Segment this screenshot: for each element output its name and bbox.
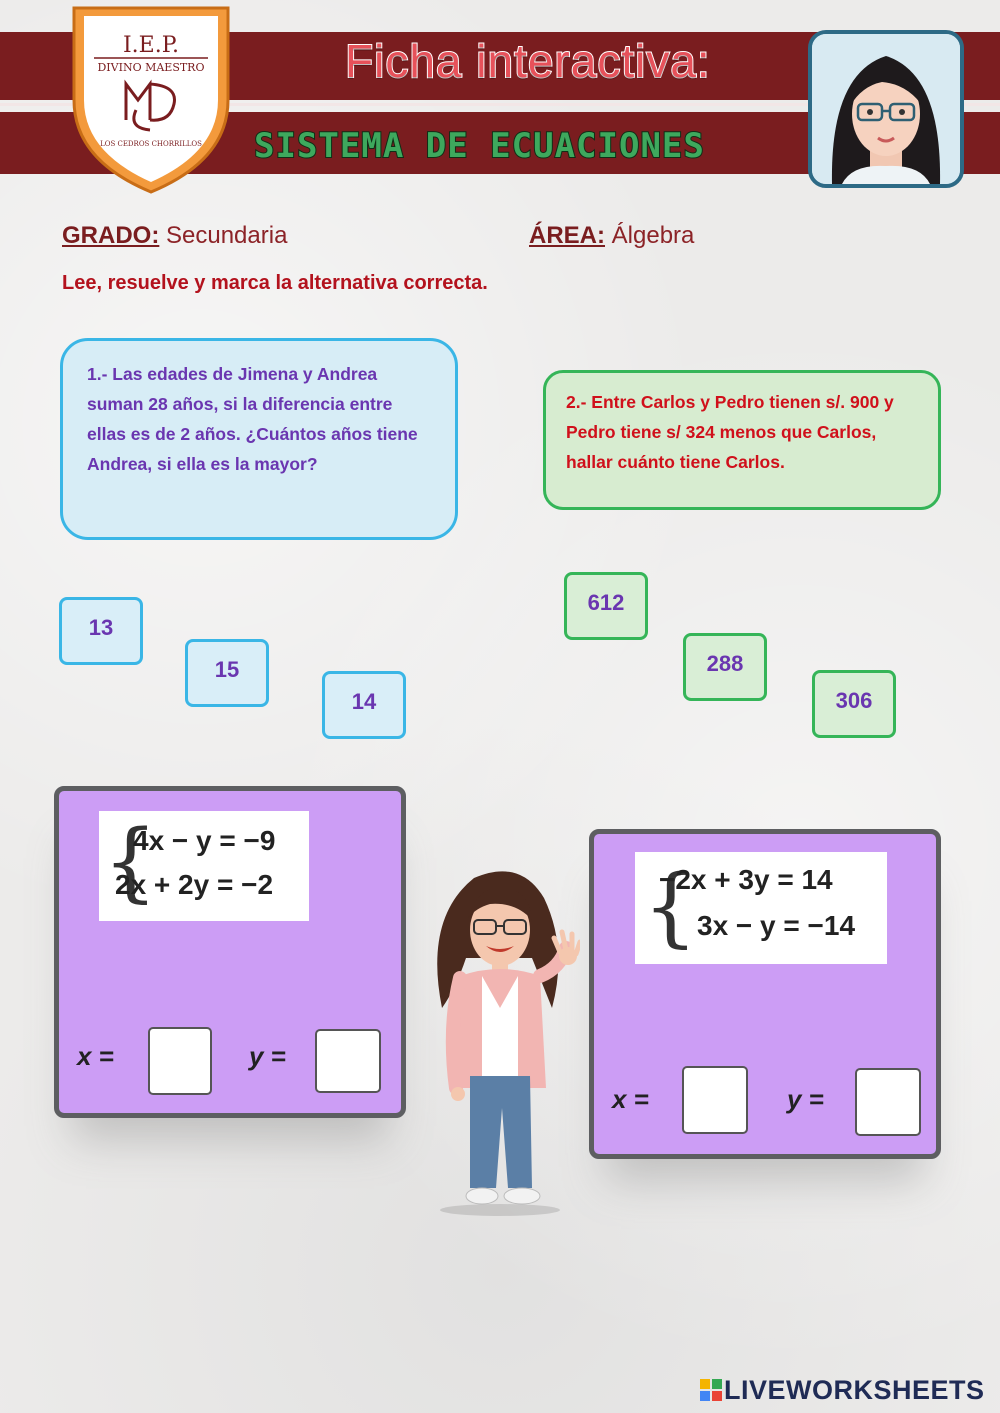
- problem-1-option-13[interactable]: 13: [59, 597, 143, 665]
- area-value: Álgebra: [611, 222, 695, 249]
- grade-row: [62, 222, 287, 250]
- area-label: ÁREA:: [529, 222, 605, 249]
- instruction-text: Lee, resuelve y marca la alternativa correcta.: [62, 272, 488, 294]
- system-1-x-input[interactable]: [148, 1027, 212, 1095]
- system-2-equations: [635, 852, 887, 964]
- page-title: Ficha interactiva:: [345, 35, 711, 87]
- teacher-avatar-portrait: [808, 30, 964, 188]
- problem-2-text: 2.- Entre Carlos y Pedro tienen s/. 900 y Pedro tiene s/ 324 menos que Carlos, hallar cuánto tiene Carlos.: [566, 392, 894, 472]
- system-2-eq-1: −2x + 3y = 14: [659, 864, 833, 895]
- system-1-y-label: y =: [249, 1041, 286, 1071]
- crest-name: DIVINO MAESTRO: [97, 61, 205, 74]
- grade-label: GRADO:: [62, 222, 160, 249]
- system-1-y-input[interactable]: [315, 1029, 381, 1093]
- problem-1-box: [60, 338, 458, 540]
- liveworksheets-brand-text: LIVEWORKSHEETS: [724, 1375, 985, 1405]
- system-1-equations: [99, 811, 309, 921]
- crest-location: LOS CEDROS CHORRILLOS: [100, 140, 202, 148]
- liveworksheets-logo: [700, 1375, 985, 1406]
- problem-2-option-612[interactable]: 612: [564, 572, 648, 640]
- system-2-y-input[interactable]: [855, 1068, 921, 1136]
- system-2-brace: {: [643, 857, 698, 957]
- system-2-x-input[interactable]: [682, 1066, 748, 1134]
- problem-2-option-306[interactable]: 306: [812, 670, 896, 738]
- system-2-eq-2: 3x − y = −14: [697, 910, 856, 941]
- system-1-card: [54, 786, 406, 1118]
- system-1-brace: {: [103, 812, 158, 912]
- problem-2-box: [543, 370, 941, 510]
- system-1-eq-1: 4x − y = −9: [133, 825, 276, 856]
- problem-1-text: 1.- Las edades de Jimena y Andrea suman 28 años, si la diferencia entre ellas es de 2 años. ¿Cuántos años tiene Andrea, si ella es la mayor?: [87, 364, 418, 474]
- system-2-x-label: x =: [612, 1084, 649, 1114]
- school-crest-logo: [66, 0, 236, 196]
- area-row: [529, 222, 694, 250]
- system-2-card: [589, 829, 941, 1159]
- grade-value: Secundaria: [166, 222, 288, 249]
- system-2-y-label: y =: [787, 1084, 824, 1114]
- problem-1-option-14[interactable]: 14: [322, 671, 406, 739]
- page-subtitle: SISTEMA DE ECUACIONES: [254, 126, 705, 166]
- problem-1-option-15[interactable]: 15: [185, 639, 269, 707]
- crest-abbrev: I.E.P.: [122, 33, 180, 58]
- teacher-character-illustration: [420, 858, 580, 1218]
- problem-2-option-288[interactable]: 288: [683, 633, 767, 701]
- liveworksheets-mark-icon: [700, 1377, 722, 1399]
- system-1-x-label: x =: [77, 1041, 114, 1071]
- system-1-eq-2: 2x + 2y = −2: [115, 869, 274, 900]
